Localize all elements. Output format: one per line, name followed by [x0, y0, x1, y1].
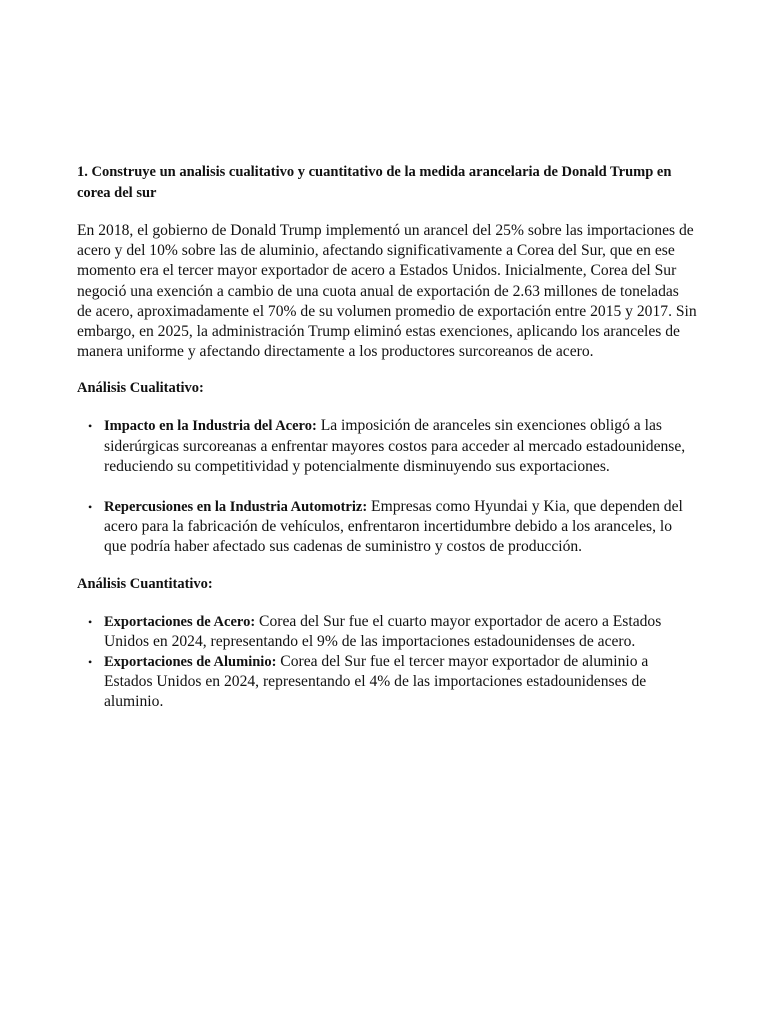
item-label: Repercusiones en la Industria Automotriz:	[104, 499, 368, 516]
list-item	[77, 497, 697, 558]
qualitative-title: Análisis Cualitativo:	[77, 380, 204, 397]
bullet-icon: •	[88, 419, 93, 434]
item-text: La imposición de aranceles sin exenciones obligó a las siderúrgicas surcoreanas a enfrentar mayores costos para acceder al mercado estadounidense, reduciendo su competitividad y potencialmente disminuyendo sus exportaciones.	[104, 417, 686, 475]
question-heading: 1. Construye un analisis cualitativo y cuantitativo de la medida arancelaria de Donald Trump en corea del sur	[77, 164, 672, 201]
bullet-icon: •	[88, 500, 93, 515]
intro-paragraph: En 2018, el gobierno de Donald Trump implementó un arancel del 25% sobre las importaciones de acero y del 10% sobre las de aluminio, afectando significativamente a Corea del Sur, que en ese momento era el tercer mayor exportador de acero a Estados Unidos. Inicialmente, Corea del Sur negoció una exención a cambio de una cuota anual de exportación de 2.63 millones de toneladas de acero, aproximadamente el 70% de su volumen promedio de exportación entre 2015 y 2017. Sin embargo, en 2025, la administración Trump eliminó estas exenciones, aplicando los aranceles de manera uniforme y afectando directamente a los productores surcoreanos de acero.	[77, 222, 697, 361]
list-item	[77, 612, 697, 652]
bullet-icon: •	[88, 614, 93, 629]
quantitative-title: Análisis Cuantitativo:	[77, 575, 213, 592]
list-item	[77, 652, 697, 713]
item-label: Impacto en la Industria del Acero:	[104, 418, 317, 435]
item-label: Exportaciones de Acero:	[104, 613, 256, 630]
quantitative-list	[77, 612, 697, 713]
list-item	[77, 416, 697, 477]
qualitative-list	[77, 416, 697, 557]
item-label: Exportaciones de Aluminio:	[104, 654, 277, 671]
document-page	[77, 162, 697, 729]
item-text: Corea del Sur fue el cuarto mayor exportador de acero a Estados Unidos en 2024, representando el 9% de las importaciones estadounidenses de acero.	[104, 612, 662, 650]
bullet-icon: •	[88, 655, 93, 670]
item-text: Empresas como Hyundai y Kia, que dependen del acero para la fabricación de vehículos, enfrentaron incertidumbre debido a los aranceles, lo que podría haber afectado sus cadenas de suministro y costos de producción.	[104, 498, 683, 556]
item-text: Corea del Sur fue el tercer mayor exportador de aluminio a Estados Unidos en 2024, representando el 4% de las importaciones estadounidenses de aluminio.	[104, 653, 649, 711]
